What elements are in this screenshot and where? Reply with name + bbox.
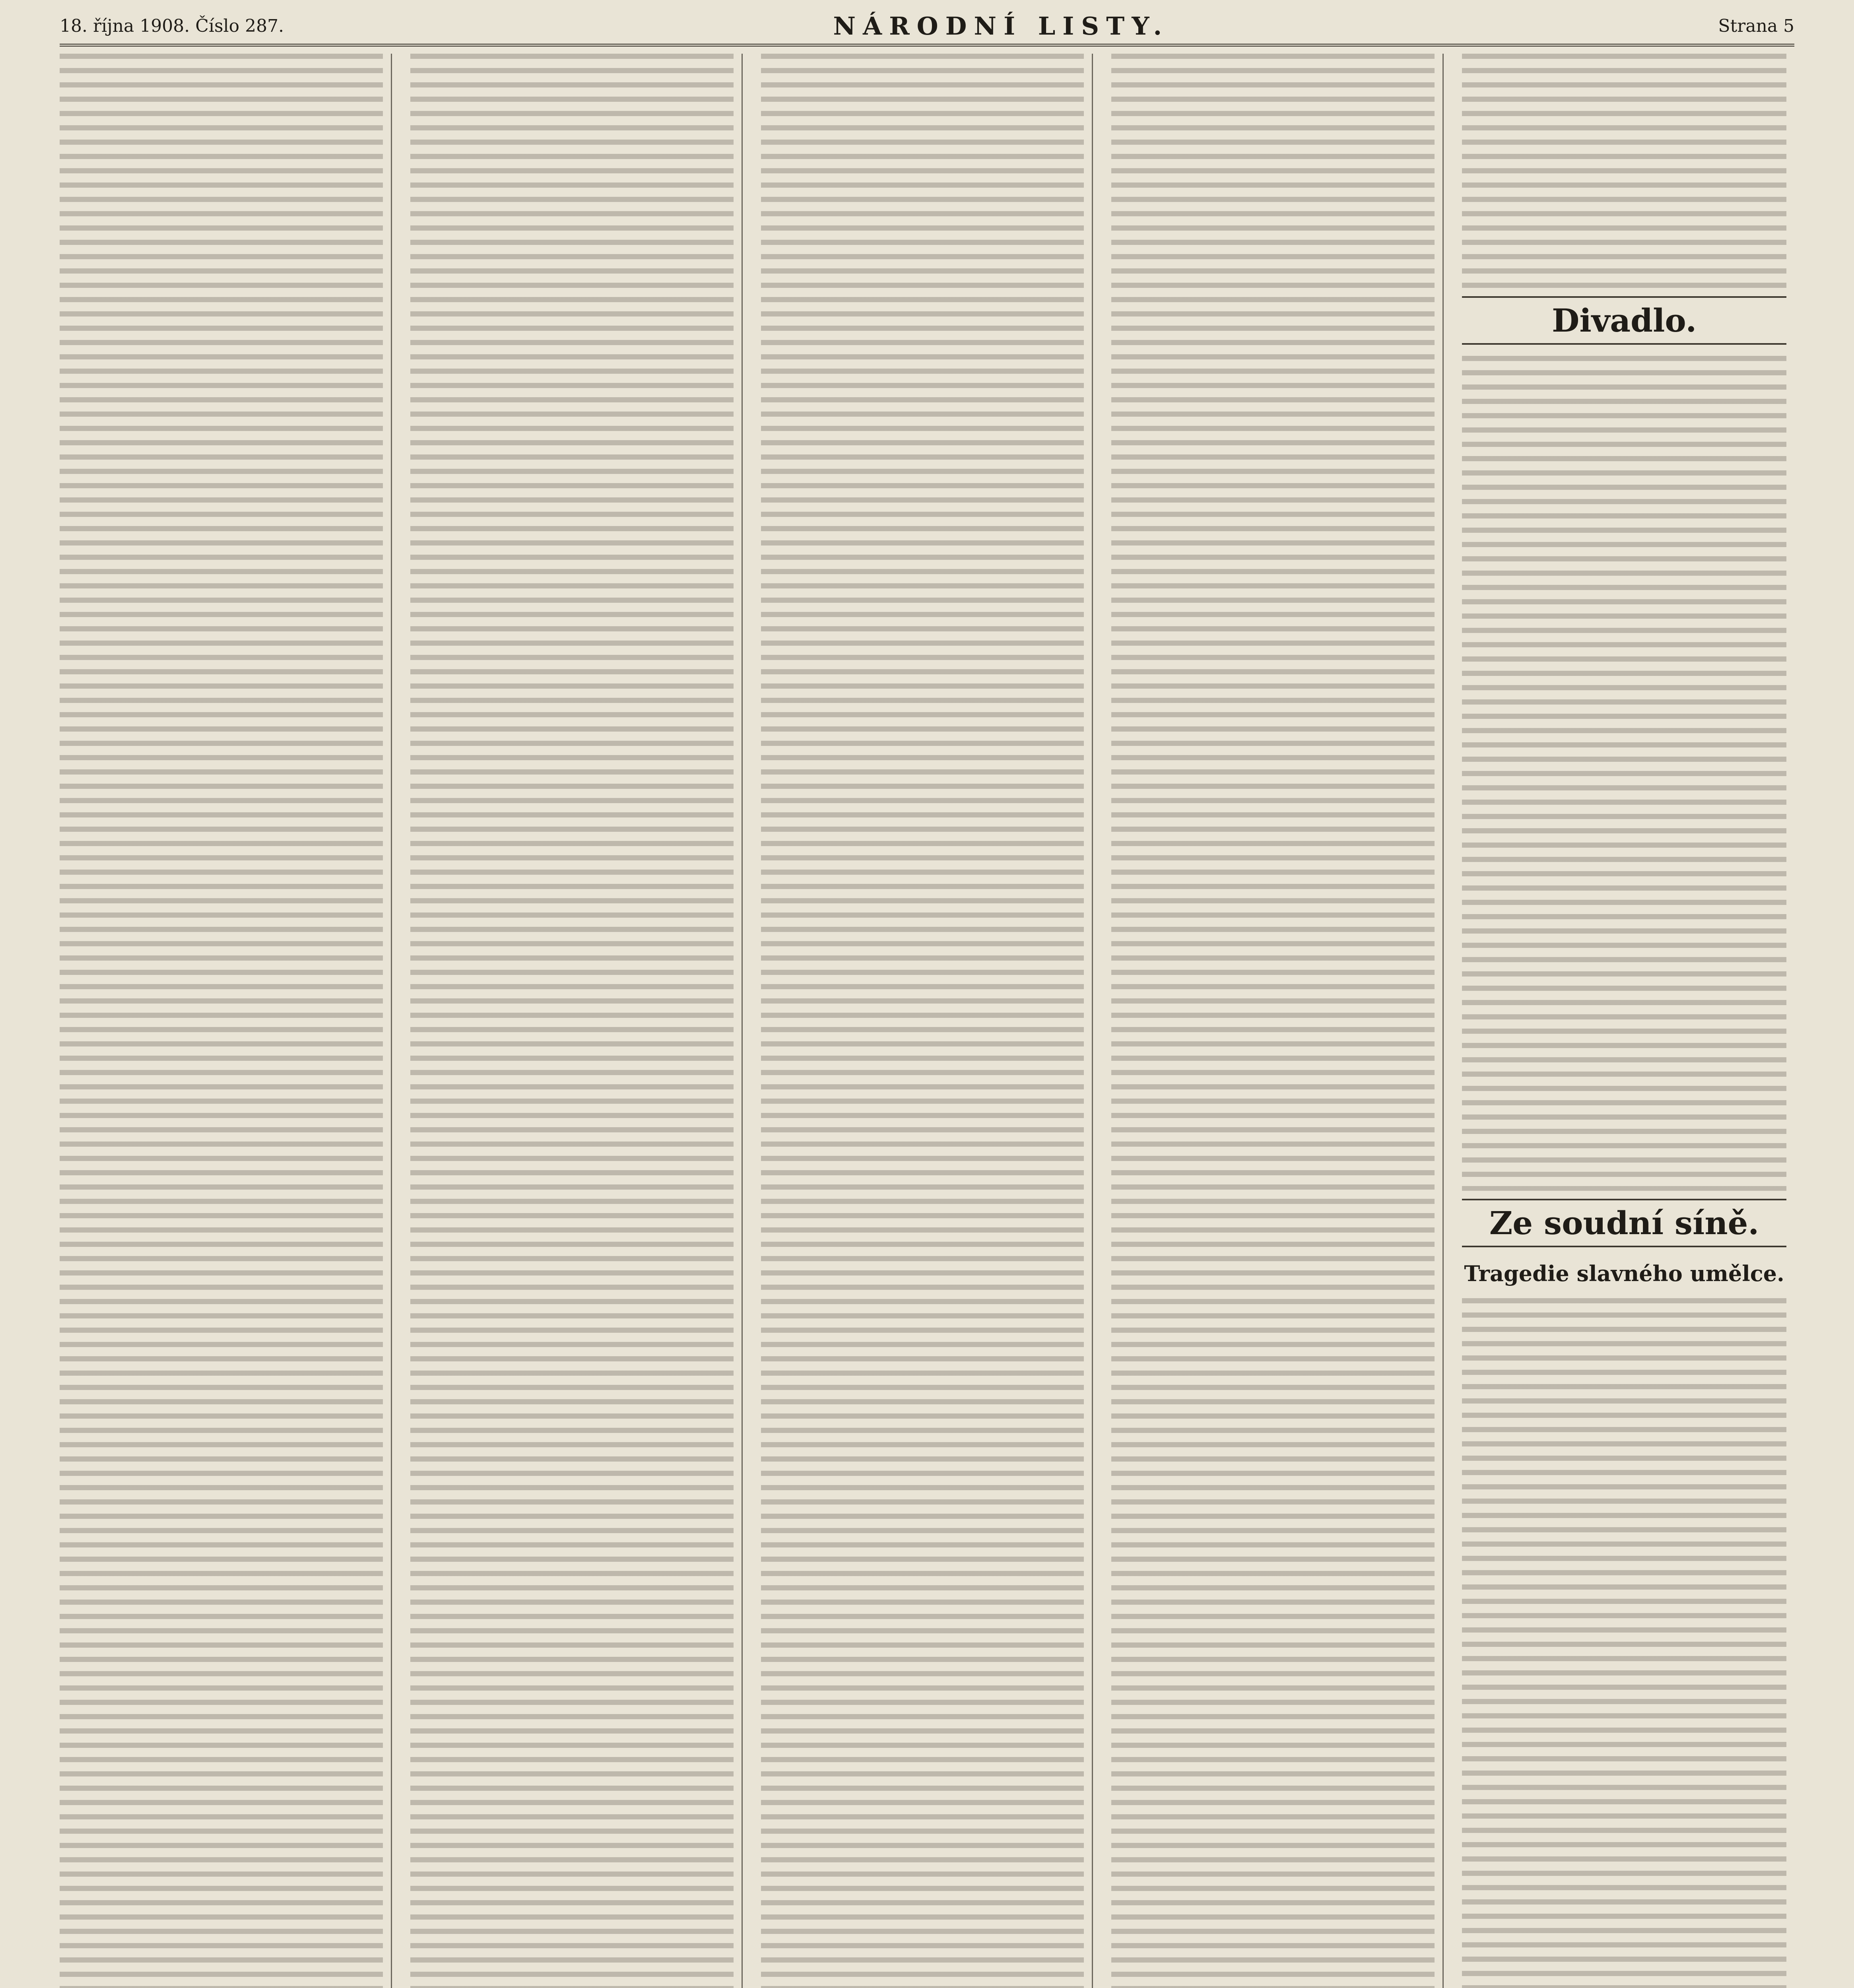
column-4 — [1111, 54, 1444, 1988]
column-5 — [1462, 54, 1794, 1988]
column-2 — [410, 54, 743, 1988]
page-number: Strana 5 — [1718, 16, 1794, 36]
newspaper-columns — [60, 54, 1794, 1988]
column-text — [410, 54, 734, 1988]
column-text — [1462, 54, 1786, 288]
column-text — [1111, 54, 1435, 1988]
section-title-soudni-sin: Ze soudní síně. — [1462, 1199, 1786, 1247]
column-text — [761, 54, 1084, 1988]
masthead: NÁRODNÍ LISTY. — [833, 11, 1169, 41]
column-text — [60, 54, 383, 1988]
page-header — [60, 8, 1794, 47]
column-text — [1462, 1298, 1786, 1988]
issue-date: 18. října 1908. Číslo 287. — [60, 16, 284, 36]
column-3 — [761, 54, 1093, 1988]
column-text — [1462, 356, 1786, 1191]
column-1 — [60, 54, 392, 1988]
section-title-divadlo: Divadlo. — [1462, 296, 1786, 345]
article-title: Tragedie slavného umělce. — [1462, 1258, 1786, 1289]
